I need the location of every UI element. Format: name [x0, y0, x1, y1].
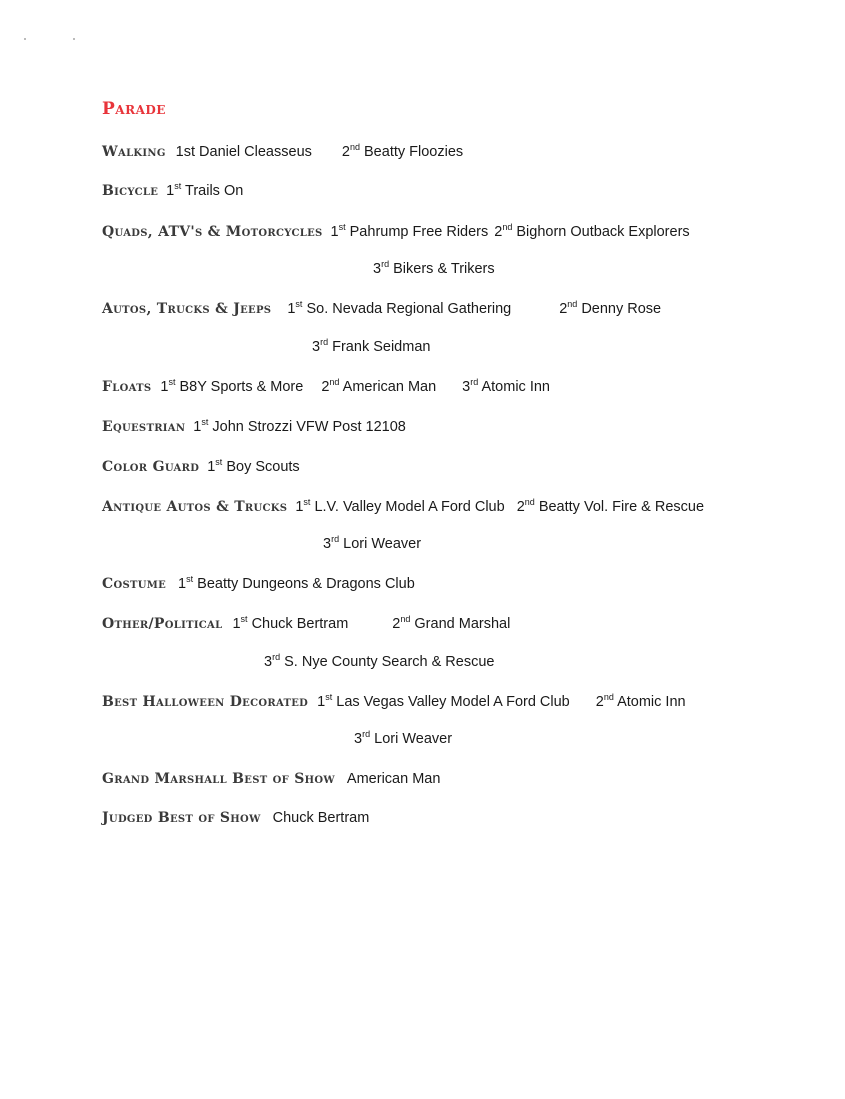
third-place: Lori Weaver: [374, 731, 453, 747]
second-place: American Man: [342, 379, 437, 395]
first-place: So. Nevada Regional Gathering: [306, 301, 512, 317]
second-place: Grand Marshal: [414, 616, 511, 632]
category-label: Equestrian: [102, 419, 186, 435]
award-row-equestrian: Equestrian 1st John Strozzi VFW Post 12108: [102, 417, 406, 435]
winner: Chuck Bertram: [272, 810, 370, 826]
third-place: S. Nye County Search & Rescue: [284, 654, 495, 670]
category-label: Floats: [102, 379, 152, 395]
first-place: Pahrump Free Riders: [349, 224, 489, 240]
winner: American Man: [346, 771, 441, 787]
scan-speck: [73, 38, 75, 40]
third-place: Bikers & Trikers: [393, 261, 495, 277]
award-row-other-political: Other/Political 1st Chuck Bertram 2nd Grand Marshal: [102, 614, 511, 632]
scan-speck: [24, 38, 26, 40]
category-label: Grand Marshall Best of Show: [102, 771, 335, 787]
category-label: Walking: [102, 144, 166, 160]
award-row-costume: Costume 1st Beatty Dungeons & Dragons Club: [102, 574, 415, 592]
first-place: 1st Daniel Cleasseus: [175, 144, 312, 160]
second-place: Beatty Floozies: [364, 144, 464, 160]
third-place: Frank Seidman: [332, 339, 431, 355]
second-place: Atomic Inn: [617, 694, 686, 710]
award-row-quads: Quads, ATV's & Motorcycles 1st Pahrump Free Riders 2nd Bighorn Outback Explorers: [102, 222, 690, 240]
award-row-antique-third: 3rd Lori Weaver: [323, 534, 422, 552]
second-place-ordinal: 2: [341, 144, 350, 160]
third-place: Lori Weaver: [343, 536, 422, 552]
award-row-autos-third: 3rd Frank Seidman: [312, 337, 431, 355]
page-title: Parade: [102, 99, 166, 119]
award-row-antique: Antique Autos & Trucks 1st L.V. Valley Model A Ford Club 2nd Beatty Vol. Fire & Rescue: [102, 497, 705, 515]
award-row-quads-third: 3rd Bikers & Trikers: [373, 259, 495, 277]
category-label: Other/Political: [102, 616, 223, 632]
category-label: Autos, Trucks & Jeeps: [102, 301, 272, 317]
category-label: Color Guard: [102, 459, 200, 475]
award-row-walking: Walking 1st Daniel Cleasseus 2nd Beatty Floozies: [102, 142, 464, 160]
category-label: Best Halloween Decorated: [102, 694, 309, 710]
category-label: Bicycle: [102, 183, 159, 199]
category-label: Antique Autos & Trucks: [102, 499, 288, 515]
award-row-floats: Floats 1st B8Y Sports & More 2nd American Man 3rd Atomic Inn: [102, 377, 550, 395]
first-place: Chuck Bertram: [251, 616, 349, 632]
first-place: Beatty Dungeons & Dragons Club: [197, 576, 415, 592]
first-place: John Strozzi VFW Post 12108: [212, 419, 406, 435]
first-place: B8Y Sports & More: [179, 379, 304, 395]
category-label: Costume: [102, 576, 167, 592]
award-row-halloween-third: 3rd Lori Weaver: [354, 729, 453, 747]
award-row-color-guard: Color Guard 1st Boy Scouts: [102, 457, 300, 475]
first-place: L.V. Valley Model A Ford Club: [314, 499, 505, 515]
award-row-autos: Autos, Trucks & Jeeps 1st So. Nevada Regional Gathering 2nd Denny Rose: [102, 299, 662, 317]
award-row-halloween: Best Halloween Decorated 1st Las Vegas Valley Model A Ford Club 2nd Atomic Inn: [102, 692, 686, 710]
first-place: Trails On: [185, 183, 244, 199]
second-place: Beatty Vol. Fire & Rescue: [538, 499, 705, 515]
award-row-grand-marshall: [102, 769, 440, 789]
award-row-bicycle: Bicycle 1st Trails On: [102, 181, 244, 199]
second-place: Denny Rose: [581, 301, 662, 317]
award-row-other-political-third: 3rd S. Nye County Search & Rescue: [264, 652, 495, 670]
first-place: Las Vegas Valley Model A Ford Club: [336, 694, 570, 710]
category-label: Judged Best of Show: [102, 810, 261, 826]
first-place: Boy Scouts: [226, 459, 300, 475]
second-place: Bighorn Outback Explorers: [516, 224, 690, 240]
third-place: Atomic Inn: [481, 379, 550, 395]
category-label: Quads, ATV's & Motorcycles: [102, 224, 323, 240]
award-row-judged: [102, 808, 369, 828]
